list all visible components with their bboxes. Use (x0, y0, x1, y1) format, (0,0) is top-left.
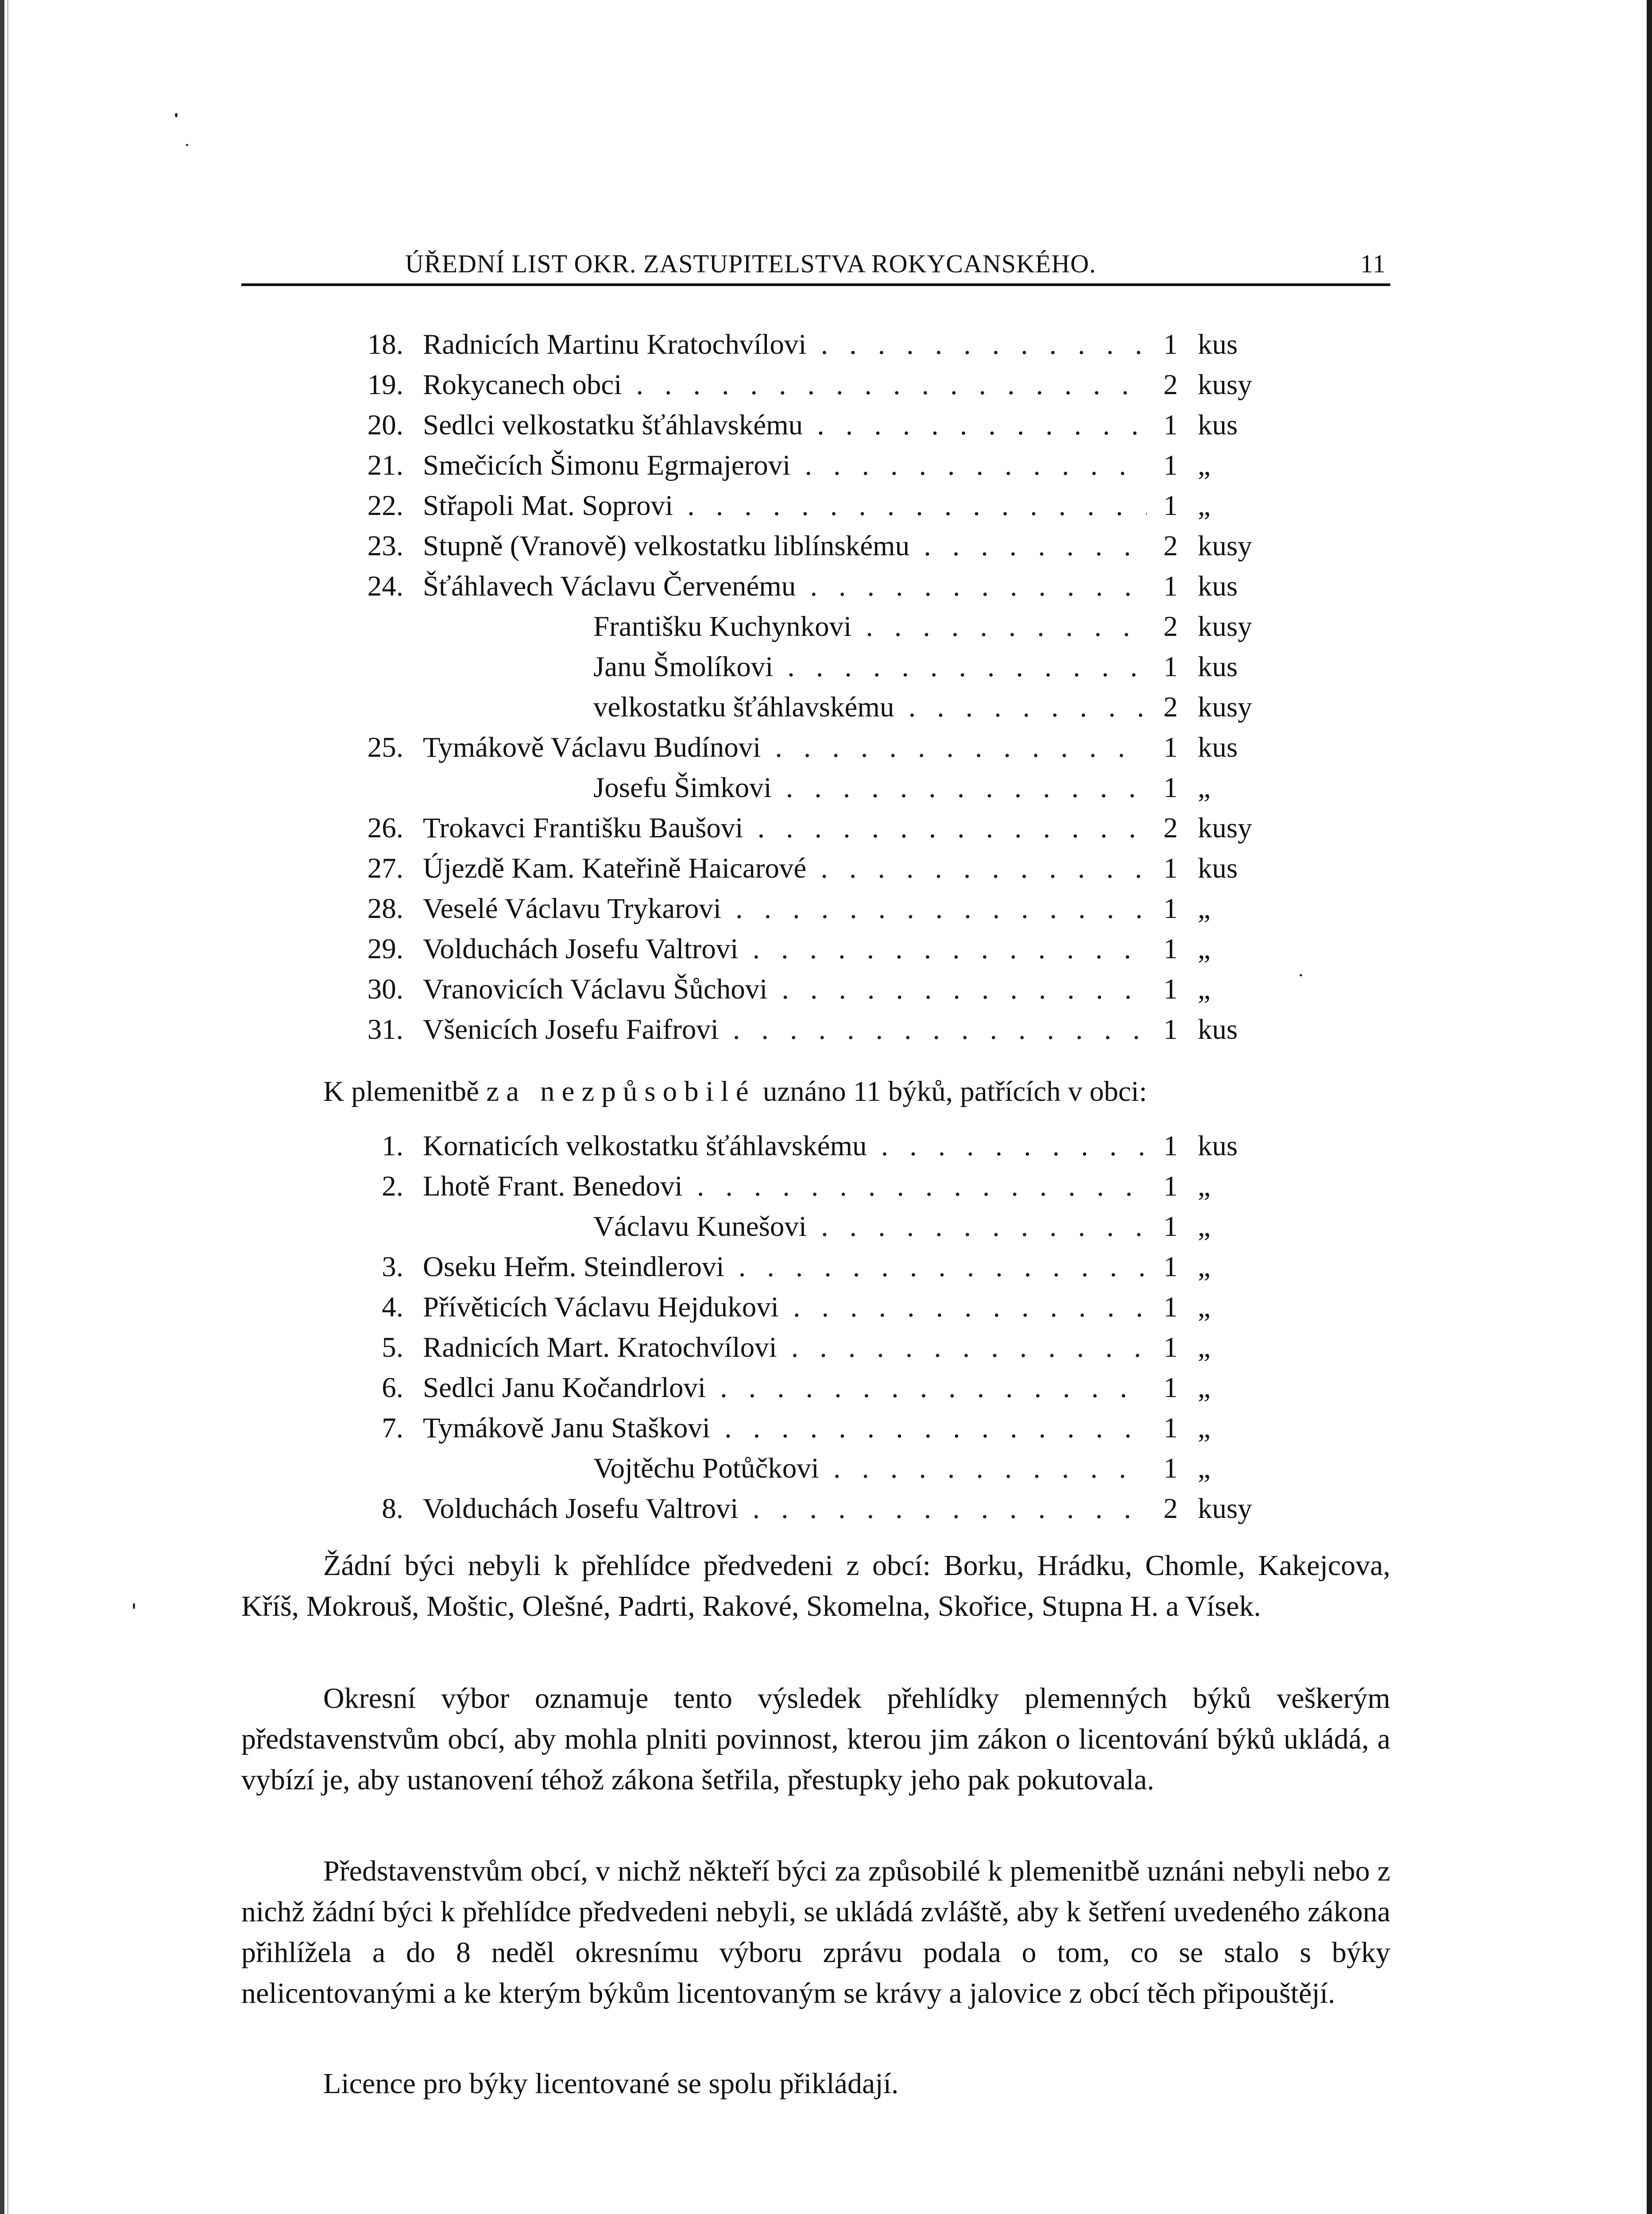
entry-text: Újezdě Kam. Kateřině Haicarové . . . (423, 851, 1147, 886)
entry-quantity: 2 (1163, 611, 1178, 643)
entry-quantity: 2 (1163, 691, 1178, 723)
entry-text: Václavu Kunešovi . . . (593, 1209, 1147, 1244)
entry-unit: kusy (1198, 369, 1252, 401)
list1-entry (0, 528, 1652, 564)
list1-entry (0, 972, 1652, 1007)
entry-quantity: 1 (1163, 772, 1178, 804)
paragraph-1 (241, 1545, 1390, 1627)
entry-number: 31. (367, 1014, 403, 1045)
paragraph-2 (241, 1678, 1390, 1800)
entry-text: velkostatku šťáhlavskému . . . (593, 689, 1147, 725)
list1-entry (0, 569, 1652, 604)
entry-text: Sedlci velkostatku šťáhlavskému . . . (423, 407, 1147, 443)
entry-text: Rokycanech obci . . . (423, 367, 1147, 403)
entry-unit: kusy (1198, 812, 1252, 844)
entry-number: 27. (367, 852, 403, 884)
entry-unit: „ (1198, 1452, 1211, 1484)
entry-quantity: 1 (1163, 1211, 1178, 1242)
list1-entry (0, 1012, 1652, 1047)
entry-unit: kusy (1198, 530, 1252, 562)
entry-text: Sedlci Janu Kočandrlovi . . . (423, 1370, 1147, 1405)
entry-number: 25. (367, 732, 403, 763)
list1-entry (0, 367, 1652, 403)
entry-quantity: 1 (1163, 1452, 1178, 1484)
entry-number: 21. (367, 449, 403, 481)
entry-quantity: 2 (1163, 1493, 1178, 1525)
heading-part2: uznáno 11 býků, patřících v obci: (762, 1076, 1147, 1107)
speck (175, 113, 178, 117)
list2-entry (0, 1491, 1652, 1526)
entry-unit: kus (1198, 732, 1238, 763)
entry-text: Střapoli Mat. Soprovi . . . (423, 488, 1147, 523)
entry-unit: „ (1198, 772, 1211, 804)
page-number: 11 (1360, 249, 1386, 278)
entry-number: 5. (382, 1331, 403, 1363)
entry-quantity: 1 (1163, 973, 1178, 1005)
list1-entry (0, 407, 1652, 443)
entry-quantity: 1 (1163, 1130, 1178, 1162)
entry-quantity: 1 (1163, 732, 1178, 763)
entry-text: Františku Kuchynkovi . . . (593, 609, 1147, 644)
entry-quantity: 2 (1163, 530, 1178, 562)
paragraph-1-text: Žádní býci nebyli k přehlídce předvedeni z obcí: Borku, Hrádku, Chomle, Kakejcova, Kříš, Mokrouš, Moštic, Olešné, Padrti, Rakové, Skomelna, Skořice, Stupna H. a Vísek. (241, 1549, 1390, 1622)
entry-text: Volduchách Josefu Valtrovi . . . (423, 1491, 1147, 1526)
entry-unit: „ (1198, 973, 1211, 1005)
entry-number: 2. (382, 1170, 403, 1202)
entry-text: Volduchách Josefu Valtrovi . . . (423, 931, 1147, 967)
list2-entry (0, 1330, 1652, 1365)
list1-entry (0, 609, 1652, 644)
entry-number: 7. (382, 1412, 403, 1444)
entry-number: 4. (382, 1291, 403, 1323)
paragraph-4 (241, 2063, 1390, 2104)
entry-text: Tymákově Václavu Budínovi . . . (423, 730, 1147, 765)
entry-number: 1. (382, 1130, 403, 1162)
entry-number: 8. (382, 1493, 403, 1525)
speck (186, 144, 188, 146)
entry-unit: „ (1198, 1211, 1211, 1242)
entry-quantity: 2 (1163, 369, 1178, 401)
entry-unit: kus (1198, 651, 1238, 683)
entry-text: Veselé Václavu Trykarovi . . . (423, 891, 1147, 926)
entry-unit: kus (1198, 570, 1238, 602)
list2-entry (0, 1169, 1652, 1204)
entry-text: Smečicích Šimonu Egrmajerovi . . . (423, 448, 1147, 483)
entry-quantity: 1 (1163, 651, 1178, 683)
entry-unit: „ (1198, 1331, 1211, 1363)
list2-entry (0, 1451, 1652, 1486)
entry-quantity: 1 (1163, 570, 1178, 602)
entry-quantity: 1 (1163, 409, 1178, 441)
entry-number: 18. (367, 329, 403, 360)
entry-unit: kus (1198, 329, 1238, 360)
list1-entry (0, 327, 1652, 362)
entry-unit: kusy (1198, 1493, 1252, 1525)
entry-quantity: 1 (1163, 329, 1178, 360)
entry-unit: kusy (1198, 691, 1252, 723)
entry-quantity: 1 (1163, 1412, 1178, 1444)
entry-text: Oseku Heřm. Steindlerovi . . . (423, 1249, 1147, 1285)
entry-unit: „ (1198, 1291, 1211, 1323)
entry-quantity: 1 (1163, 1014, 1178, 1045)
section-heading (323, 1074, 1364, 1109)
entry-text: Lhotě Frant. Benedovi . . . (423, 1169, 1147, 1204)
header-rule (241, 283, 1390, 286)
entry-text: Radnicích Martinu Kratochvílovi . . . (423, 327, 1147, 362)
header-title: ÚŘEDNÍ LIST OKR. ZASTUPITELSTVA ROKYCANSKÉHO. (405, 249, 1096, 278)
entry-quantity: 1 (1163, 1331, 1178, 1363)
heading-part1: K plemenitbě (323, 1076, 479, 1107)
list2-entry (0, 1370, 1652, 1405)
entry-unit: kusy (1198, 611, 1252, 643)
list2-entry (0, 1289, 1652, 1325)
entry-unit: „ (1198, 1170, 1211, 1202)
entry-quantity: 1 (1163, 1251, 1178, 1283)
list2-entry (0, 1249, 1652, 1285)
entry-number: 3. (382, 1251, 403, 1283)
list1-entry (0, 730, 1652, 765)
entry-quantity: 1 (1163, 852, 1178, 884)
entry-unit: „ (1198, 1412, 1211, 1444)
list2-entry (0, 1128, 1652, 1164)
speck (133, 1603, 135, 1609)
entry-quantity: 1 (1163, 1291, 1178, 1323)
entry-number: 23. (367, 530, 403, 562)
entry-number: 26. (367, 812, 403, 844)
entry-text: Stupně (Vranově) velkostatku liblínskému . . . (423, 528, 1147, 564)
list1-entry (0, 851, 1652, 886)
entry-number: 30. (367, 973, 403, 1005)
list1-entry (0, 488, 1652, 523)
entry-number: 19. (367, 369, 403, 401)
entry-text: Všenicích Josefu Faifrovi . . . (423, 1012, 1147, 1047)
entry-text: Kornaticích velkostatku šťáhlavskému . . . (423, 1128, 1147, 1164)
list2-entry (0, 1209, 1652, 1244)
list1-entry (0, 770, 1652, 805)
entry-quantity: 1 (1163, 893, 1178, 925)
list2-entry (0, 1410, 1652, 1446)
list1-entry (0, 891, 1652, 926)
paragraph-4-text: Licence pro býky licentované se spolu přikládají. (323, 2067, 899, 2100)
entry-unit: kus (1198, 1130, 1238, 1162)
list1-entry (0, 931, 1652, 967)
entry-number: 29. (367, 933, 403, 965)
entry-quantity: 1 (1163, 490, 1178, 522)
entry-unit: „ (1198, 449, 1211, 481)
entry-text: Přívěticích Václavu Hejdukovi . . . (423, 1289, 1147, 1325)
entry-text: Vojtěchu Potůčkovi . . . (593, 1451, 1147, 1486)
entry-text: Janu Šmolíkovi . . . (593, 649, 1147, 685)
page-header (241, 249, 1390, 284)
entry-number: 20. (367, 409, 403, 441)
entry-text: Josefu Šimkovi . . . (593, 770, 1147, 805)
entry-text: Radnicích Mart. Kratochvílovi . . . (423, 1330, 1147, 1365)
entry-quantity: 1 (1163, 1372, 1178, 1404)
entry-number: 22. (367, 490, 403, 522)
list1-entry (0, 810, 1652, 846)
entry-quantity: 1 (1163, 449, 1178, 481)
entry-unit: „ (1198, 1372, 1211, 1404)
entry-text: Trokavci Františku Baušovi . . . (423, 810, 1147, 846)
entry-number: 24. (367, 570, 403, 602)
list1-entry (0, 649, 1652, 685)
entry-number: 6. (382, 1372, 403, 1404)
entry-quantity: 2 (1163, 812, 1178, 844)
list1-entry (0, 689, 1652, 725)
paragraph-3 (241, 1851, 1390, 2014)
entry-unit: kus (1198, 1014, 1238, 1045)
entry-quantity: 1 (1163, 933, 1178, 965)
entry-text: Šťáhlavech Václavu Červenému . . . (423, 569, 1147, 604)
entry-unit: kus (1198, 409, 1238, 441)
entry-unit: „ (1198, 1251, 1211, 1283)
entry-unit: kus (1198, 852, 1238, 884)
entry-unit: „ (1198, 933, 1211, 965)
paragraph-3-text: Představenstvům obcí, v nichž někteří býci za způsobilé k plemenitbě uznáni nebyli nebo z nichž žádní býci k přehlídce předvedeni nebyli, se ukládá zvláště, aby k šetření uvedeného zákona přihlížela a do 8 neděl okresnímu výboru zprávu podala o tom, co se stalo s býky nelicentovanými a ke kterým býkům licentovaným se krávy a jalovice z obcí těch připouštějí. (241, 1855, 1390, 2009)
entry-unit: „ (1198, 893, 1211, 925)
heading-spaced: za nezpůsobilé (486, 1076, 756, 1107)
entry-unit: „ (1198, 490, 1211, 522)
entry-text: Vranovicích Václavu Šůchovi . . . (423, 972, 1147, 1007)
paragraph-2-text: Okresní výbor oznamuje tento výsledek přehlídky plemenných býků veškerým představenstvům obcí, aby mohla plniti povinnost, kterou jim zákon o licentování býků ukládá, a vybízí je, aby ustanovení téhož zákona šetřila, přestupky jeho pak pokutovala. (241, 1682, 1390, 1796)
list1-entry (0, 448, 1652, 483)
entry-quantity: 1 (1163, 1170, 1178, 1202)
entry-text: Tymákově Janu Staškovi . . . (423, 1410, 1147, 1446)
entry-number: 28. (367, 893, 403, 925)
